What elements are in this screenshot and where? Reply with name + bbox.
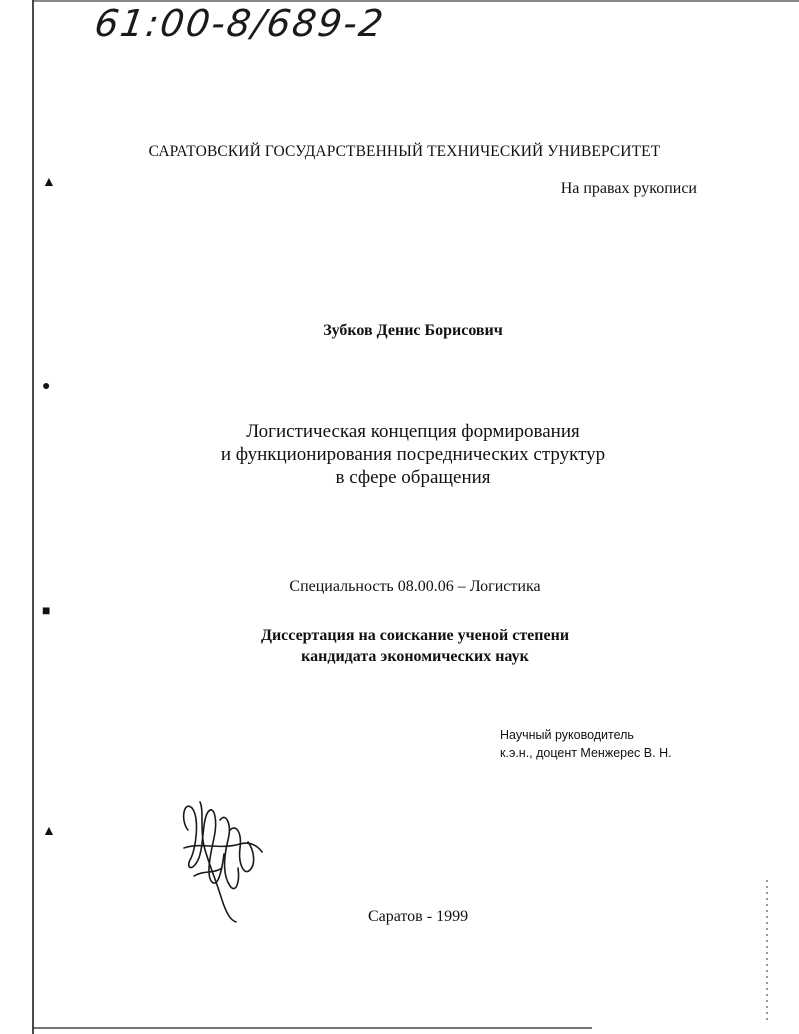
scan-edge-bottom (32, 1027, 592, 1029)
title-line-2: и функционирования посреднических структур (220, 444, 606, 465)
binding-mark-icon: ▲ (42, 824, 56, 839)
supervisor-block (500, 726, 672, 762)
archive-number: 61:00-8/689-2 (91, 2, 388, 45)
degree-line-2: кандидата экономических наук (301, 648, 529, 665)
signature-icon (170, 790, 270, 925)
title-line-1: Логистическая концепция формирования (246, 421, 580, 442)
scan-specks-right (766, 880, 768, 1020)
degree-statement (0, 625, 799, 667)
binding-mark-icon: ■ (42, 604, 51, 619)
university-name: САРАТОВСКИЙ ГОСУДАРСТВЕННЫЙ ТЕХНИЧЕСКИЙ УНИВЕРСИТЕТ (148, 143, 661, 160)
supervisor-name: к.э.н., доцент Менжерес В. Н. (500, 746, 672, 760)
dissertation-title (0, 420, 799, 489)
rights-note: На правах рукописи (560, 180, 697, 197)
specialty: Специальность 08.00.06 – Логистика (289, 578, 541, 595)
supervisor-label: Научный руководитель (500, 728, 634, 742)
degree-line-1: Диссертация на соискание ученой степени (260, 627, 570, 644)
author-name: Зубков Денис Борисович (323, 322, 503, 339)
binding-mark-icon: ● (42, 379, 51, 394)
title-line-3: в сфере обращения (335, 467, 491, 488)
binding-mark-icon: ▲ (42, 175, 56, 190)
city-year: Саратов - 1999 (367, 908, 469, 925)
